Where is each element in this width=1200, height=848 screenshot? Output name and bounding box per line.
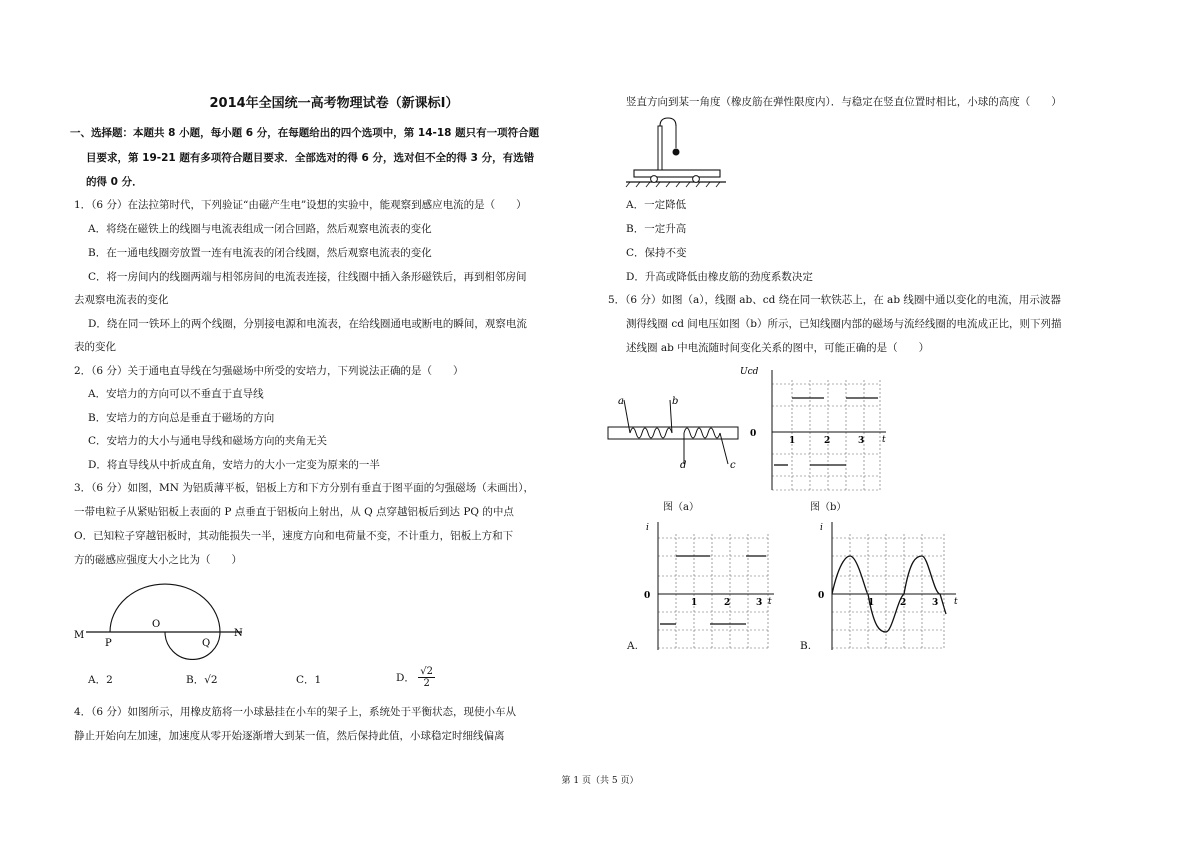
tick-1-opt-b: 1 xyxy=(868,598,875,608)
grid-opt-a xyxy=(658,534,768,648)
tick-3-b: 3 xyxy=(858,436,865,446)
q4-option-b: B．一定升高 xyxy=(626,223,687,235)
label-q: Q xyxy=(202,638,211,649)
q1-option-c-line-1: C．将一房间内的线圈两端与相邻房间的电流表连接，往线圈中插入条形磁铁后，再到相邻房间 xyxy=(88,271,527,283)
q1-option-a: A．将绕在磁铁上的线圈与电流表组成一闭合回路，然后观察电流表的变化 xyxy=(88,223,432,235)
stand-post xyxy=(658,126,662,170)
section-header-line-3: 的得 0 分． xyxy=(86,176,143,188)
q2-option-b: B．安培力的方向总是垂直于磁场的方向 xyxy=(88,412,275,424)
stand-arm xyxy=(660,118,676,126)
figure-b-caption: 图（b） xyxy=(810,502,847,513)
ball xyxy=(673,149,680,156)
q4-line-3: 竖直方向到某一角度（橡皮筋在弹性限度内）．与稳定在竖直位置时相比，小球的高度（ ） xyxy=(626,96,1062,108)
origin-label-b: 0 xyxy=(750,429,757,439)
coil-label-c: c xyxy=(730,460,736,471)
q1-option-b: B．在一通电线圈旁放置一连有电流表的闭合线圈，然后观察电流表的变化 xyxy=(88,247,432,259)
page-title: 2014年全国统一高考物理试卷（新课标Ⅰ） xyxy=(209,96,459,111)
cart-body xyxy=(634,170,720,177)
ucd-axis-label: Ucd xyxy=(740,367,759,377)
tick-3-opt-b: 3 xyxy=(932,598,939,608)
q4-option-d: D．升高或降低由橡皮筋的劲度系数决定 xyxy=(626,271,813,283)
q5-figure-a-coils xyxy=(606,392,742,482)
q2-option-c: C．安培力的大小与通电导线和磁场方向的夹角无关 xyxy=(88,435,328,447)
q4-option-c: C．保持不变 xyxy=(626,247,687,259)
q4-line-1: 4．（6 分）如图所示，用橡皮筋将一小球悬挂在小车的架子上，系统处于平衡状态，现使小车从 xyxy=(74,706,516,718)
q3-line-2: 一带电粒子从紧贴铝板上表面的 P 点垂直于铝板向上射出，从 Q 点穿越铝板后到达 PQ 的中点 xyxy=(74,506,514,518)
i-axis-label-a: i xyxy=(646,523,649,533)
section-header-line-1: 一、选择题：本题共 8 小题，每小题 6 分，在每题给出的四个选项中，第 14-18 题只有一项符合题 xyxy=(70,127,540,139)
q3-option-b xyxy=(186,672,218,687)
cart-wheel-right xyxy=(693,176,700,183)
q1-option-c-line-2: 去观察电流表的变化 xyxy=(74,294,169,306)
fraction-denominator: 2 xyxy=(423,678,430,689)
q5-option-b-label: B. xyxy=(800,640,812,652)
tick-2-opt-b: 2 xyxy=(900,598,907,608)
q5-figure-b-ucd-graph xyxy=(738,362,888,494)
q2-option-d: D．将直导线从中折成直角，安培力的大小一定变为原来的一半 xyxy=(88,459,380,471)
coil-label-d: d xyxy=(680,460,687,471)
tick-3-opt-a: 3 xyxy=(756,598,763,608)
i-axis-label-b: i xyxy=(820,523,823,533)
q3-option-d-fraction xyxy=(418,666,435,689)
q3-line-3: O．已知粒子穿越铝板时，其动能损失一半，速度方向和电荷量不变，不计重力，铝板上方和下 xyxy=(74,530,514,542)
figure-a-caption: 图（a） xyxy=(663,502,699,513)
q1-option-d-line-2: 表的变化 xyxy=(74,341,116,353)
coil-label-a: a xyxy=(618,396,624,407)
q1-option-d-line-1: D．绕在同一铁环上的两个线圈，分别接电源和电流表，在给线圈通电或断电的瞬间，观察电流 xyxy=(88,318,527,330)
q4-option-a: A．一定降低 xyxy=(626,199,687,211)
origin-label-opt-b: 0 xyxy=(818,591,825,601)
q3-option-c: C．1 xyxy=(296,674,322,686)
t-label-b: t xyxy=(882,435,886,445)
q5-line-1: 5．（6 分）如图（a），线圈 ab、cd 绕在同一软铁芯上，在 ab 线圈中通以变化的电流，用示波器 xyxy=(608,294,1061,306)
q2-option-a: A．安培力的方向可以不垂直于直导线 xyxy=(88,388,264,400)
ground-hatch xyxy=(626,182,720,187)
q5-option-a-label: A. xyxy=(627,640,638,652)
upper-arc xyxy=(110,584,220,632)
section-header-line-2: 目要求，第 19-21 题有多项符合题目要求．全部选对的得 6 分，选对但不全的得 3 分，有选错 xyxy=(86,152,535,164)
origin-label-opt-a: 0 xyxy=(644,591,651,601)
label-m: M xyxy=(74,630,85,641)
q5-line-2: 测得线圈 cd 间电压如图（b）所示，已知线圈内部的磁场与流经线圈的电流成正比，则下列描 xyxy=(626,318,1062,330)
q5-option-a-graph xyxy=(640,518,780,654)
q5-line-3: 述线圈 ab 中电流随时间变化关系的图中，可能正确的是（ ） xyxy=(626,342,930,354)
tick-1-opt-a: 1 xyxy=(691,598,698,608)
t-label-opt-b: t xyxy=(954,597,958,607)
label-o: O xyxy=(152,619,161,630)
tick-1-b: 1 xyxy=(789,436,796,446)
q3-option-d-prefix: D． xyxy=(396,672,415,684)
q3-option-a: A．2 xyxy=(88,674,113,686)
coil-label-b: b xyxy=(672,396,679,407)
tick-2-opt-a: 2 xyxy=(724,598,731,608)
label-p: P xyxy=(105,638,112,649)
fraction-numerator: √2 xyxy=(420,666,433,677)
q3-line-4: 方的磁感应强度大小之比为（ ） xyxy=(74,554,242,566)
q3-line-1: 3．（6 分）如图，MN 为铝质薄平板，铝板上方和下方分别有垂直于图平面的匀强磁场（未画出）， xyxy=(74,482,534,494)
q1-stem: 1．（6 分）在法拉第时代，下列验证“由磁产生电”设想的实验中，能观察到感应电流的是（ ） xyxy=(74,199,527,211)
q3-option-b-value: √2 xyxy=(204,674,218,686)
label-n: N xyxy=(234,628,243,639)
lower-arc xyxy=(165,632,220,659)
t-label-opt-a: t xyxy=(768,597,772,607)
page-footer: 第 1 页（共 5 页） xyxy=(561,776,639,786)
cart-wheel-left xyxy=(651,176,658,183)
tick-2-b: 2 xyxy=(824,436,831,446)
q2-stem: 2．（6 分）关于通电直导线在匀强磁场中所受的安培力，下列说法正确的是（ ） xyxy=(74,365,464,377)
q4-cart-figure xyxy=(622,116,732,188)
q3-trajectory-figure xyxy=(72,580,262,660)
grid-b xyxy=(772,380,880,490)
q3-option-d xyxy=(396,666,435,689)
q5-option-b-graph xyxy=(814,518,964,654)
q4-line-2: 静止开始向左加速，加速度从零开始逐渐增大到某一值，然后保持此值，小球稳定时细线偏离 xyxy=(74,730,505,742)
q3-option-b-prefix: B． xyxy=(186,674,205,686)
